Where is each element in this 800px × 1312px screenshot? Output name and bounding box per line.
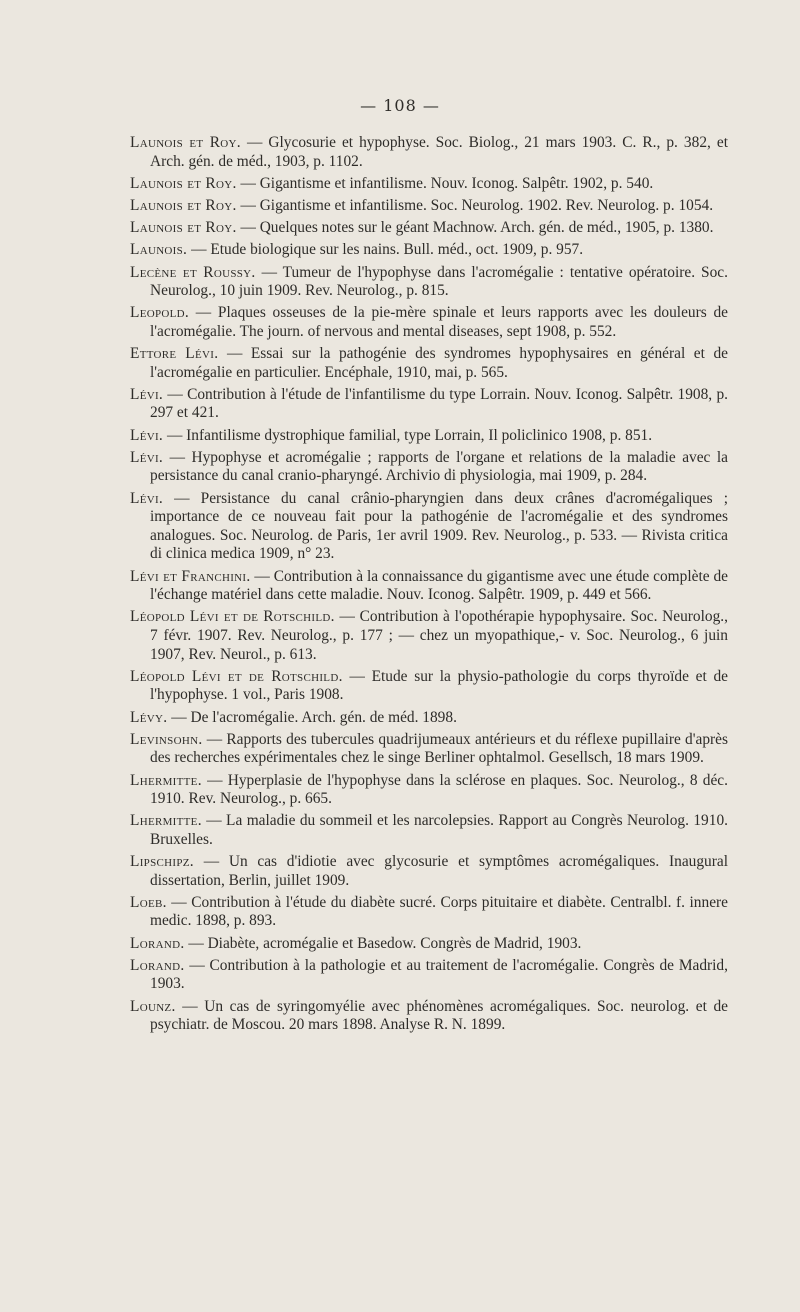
entry-text: — Hypophyse et acromégalie ; rapports de l'organe et relations de la maladie avec la persistance du canal cranio-pharyngé. Archivio di physiologia, mai 1909, p. 284. (150, 448, 728, 485)
entry-text: — Tumeur de l'hypophyse dans l'acromégalie : tentative opératoire. Soc. Neurolog., 10 juin 1909. Rev. Neurolog., p. 815. (150, 263, 728, 300)
entry-text: — Essai sur la pathogénie des syndromes hypophysaires en général et de l'acromégalie en particulier. Encéphale, 1910, mai, p. 565. (150, 345, 728, 381)
entry-text: — La maladie du sommeil et les narcolepsies. Rapport au Congrès Neurolog. 1910. Bruxelles. (150, 812, 728, 848)
entry-text: — Hyperplasie de l'hypophyse dans la sclérose en plaques. Soc. Neurolog., 8 déc. 1910. Rev. Neurolog., p. 665. (150, 771, 728, 808)
entry-text: — Un cas d'idiotie avec glycosurie et symptômes acromégaliques. Inaugural dissertation, Berlin, juillet 1909. (150, 853, 728, 889)
entry-author: Launois et Roy. (130, 219, 237, 237)
entry-author: Lorand. (130, 934, 185, 952)
bibliography-entry (130, 568, 728, 605)
entry-text: — Diabète, acromégalie et Basedow. Congrès de Madrid, 1903. (188, 934, 582, 952)
entry-text: — Contribution à l'étude de l'infantilisme du type Lorrain. Nouv. Iconog. Salpêtr. 1908, p. 297 et 421. (150, 385, 728, 422)
entry-author: Lorand. (130, 956, 185, 974)
bibliography-entry (130, 241, 728, 260)
entry-author: Launois et Roy. (130, 174, 237, 192)
page-number: — 108 — (360, 96, 440, 115)
bibliography-entry (130, 668, 728, 705)
entry-author: Lévi. (130, 385, 164, 403)
entry-text: — Gigantisme et infantilisme. Soc. Neurolog. 1902. Rev. Neurolog. p. 1054. (240, 196, 714, 214)
entry-text: — Plaques osseuses de la pie-mère spinale et leurs rapports avec les douleurs de l'acromégalie. The journ. of nervous and mental diseases, sept 1908, p. 552. (150, 304, 728, 340)
entry-author: Launois. (130, 241, 188, 259)
bibliography-entry (130, 853, 728, 890)
bibliography-entry (130, 731, 728, 768)
bibliography-entry (130, 175, 728, 194)
entry-text: — Contribution à la connaissance du gigantisme avec une étude complète de l'échange matériel dans cette maladie. Nouv. Iconog. Salpêtr. 1909, p. 449 et 566. (150, 567, 728, 604)
entry-author: Lounz. (130, 997, 176, 1015)
entry-author: Lévi et Franchini. (130, 567, 251, 585)
entry-text: — Contribution à l'étude du diabète sucré. Corps pituitaire et diabète. Centralbl. f. innere medic. 1898, p. 893. (150, 893, 728, 930)
bibliography-entry (130, 134, 728, 171)
bibliography-entry (130, 304, 728, 341)
entry-text: — Glycosurie et hypophyse. Soc. Biolog., 21 mars 1903. C. R., p. 382, et Arch. gén. de méd., 1903, p. 1102. (150, 134, 728, 170)
entry-text: — Un cas de syringomyélie avec phénomènes acromégaliques. Soc. neurolog. et de psychiatr. de Moscou. 20 mars 1898. Analyse R. N. 1899. (150, 997, 728, 1034)
entry-text: — Contribution à l'opothérapie hypophysaire. Soc. Neurolog., 7 févr. 1907. Rev. Neurolog., p. 177 ; — chez un myopathique,- v. Soc. Neurolog., 6 juin 1907, Rev. Neurol., p. 613. (150, 608, 728, 663)
bibliography-entry (130, 219, 728, 238)
entry-author: Lhermitte. (130, 812, 202, 830)
bibliography-entry (130, 894, 728, 931)
entry-author: Leopold. (130, 304, 190, 322)
entry-author: Lévi. (130, 489, 164, 507)
entry-author: Léopold Lévi et de Rotschild. (130, 667, 343, 685)
bibliography-entry (130, 957, 728, 994)
entry-author: Lévi. (130, 448, 164, 466)
bibliography-entry (130, 935, 728, 954)
entry-author: Launois et Roy. (130, 134, 241, 151)
entry-text: — Rapports des tubercules quadrijumeaux antérieurs et du réflexe pupillaire d'après des recherches expérimentales chez le singe Berliner ophtalmol. Gesellsch, 18 mars 1909. (150, 730, 728, 767)
entry-author: Lévy. (130, 708, 168, 726)
bibliography-list (130, 134, 728, 1038)
entry-author: Ettore Lévi. (130, 345, 219, 363)
entry-author: Léopold Lévi et de Rotschild. (130, 608, 335, 626)
bibliography-entry (130, 608, 728, 664)
entry-text: — Etude sur la physio-pathologie du corps thyroïde et de l'hypophyse. 1 vol., Paris 1908. (150, 667, 728, 704)
entry-author: Levinsohn. (130, 730, 203, 748)
bibliography-entry (130, 998, 728, 1035)
entry-author: Lévi. (130, 426, 164, 444)
entry-author: Lhermitte. (130, 771, 202, 789)
bibliography-entry (130, 197, 728, 216)
entry-text: — Gigantisme et infantilisme. Nouv. Iconog. Salpêtr. 1902, p. 540. (240, 174, 654, 192)
entry-text: — Etude biologique sur les nains. Bull. méd., oct. 1909, p. 957. (191, 241, 584, 259)
entry-text: — Quelques notes sur le géant Machnow. Arch. gén. de méd., 1905, p. 1380. (240, 219, 714, 237)
bibliography-entry (130, 812, 728, 849)
entry-text: — Infantilisme dystrophique familial, type Lorrain, Il policlinico 1908, p. 851. (166, 426, 653, 444)
bibliography-entry (130, 264, 728, 301)
bibliography-entry (130, 709, 728, 728)
bibliography-entry (130, 772, 728, 809)
entry-text: — Persistance du canal crânio-pharyngien dans deux crânes d'acromégaliques ; importance de ce nouveau fait pour la pathogénie de l'acromégalie et des syndromes analogues. Soc. Neurolog. de Paris, 1er avril 1909. Rev. Neurolog., p. 533. — Rivista critica di clinica medica 1909, n° 23. (150, 489, 728, 563)
entry-author: Lipschipz. (130, 853, 194, 871)
entry-text: — De l'acromégalie. Arch. gén. de méd. 1898. (171, 708, 457, 726)
entry-author: Lecène et Roussy. (130, 263, 256, 281)
bibliography-entry (130, 386, 728, 423)
entry-author: Loeb. (130, 893, 167, 911)
bibliography-entry (130, 427, 728, 446)
bibliography-entry (130, 490, 728, 564)
bibliography-entry (130, 449, 728, 486)
bibliography-entry (130, 345, 728, 382)
entry-text: — Contribution à la pathologie et au traitement de l'acromégalie. Congrès de Madrid, 1903. (150, 956, 728, 993)
entry-author: Launois et Roy. (130, 196, 237, 214)
